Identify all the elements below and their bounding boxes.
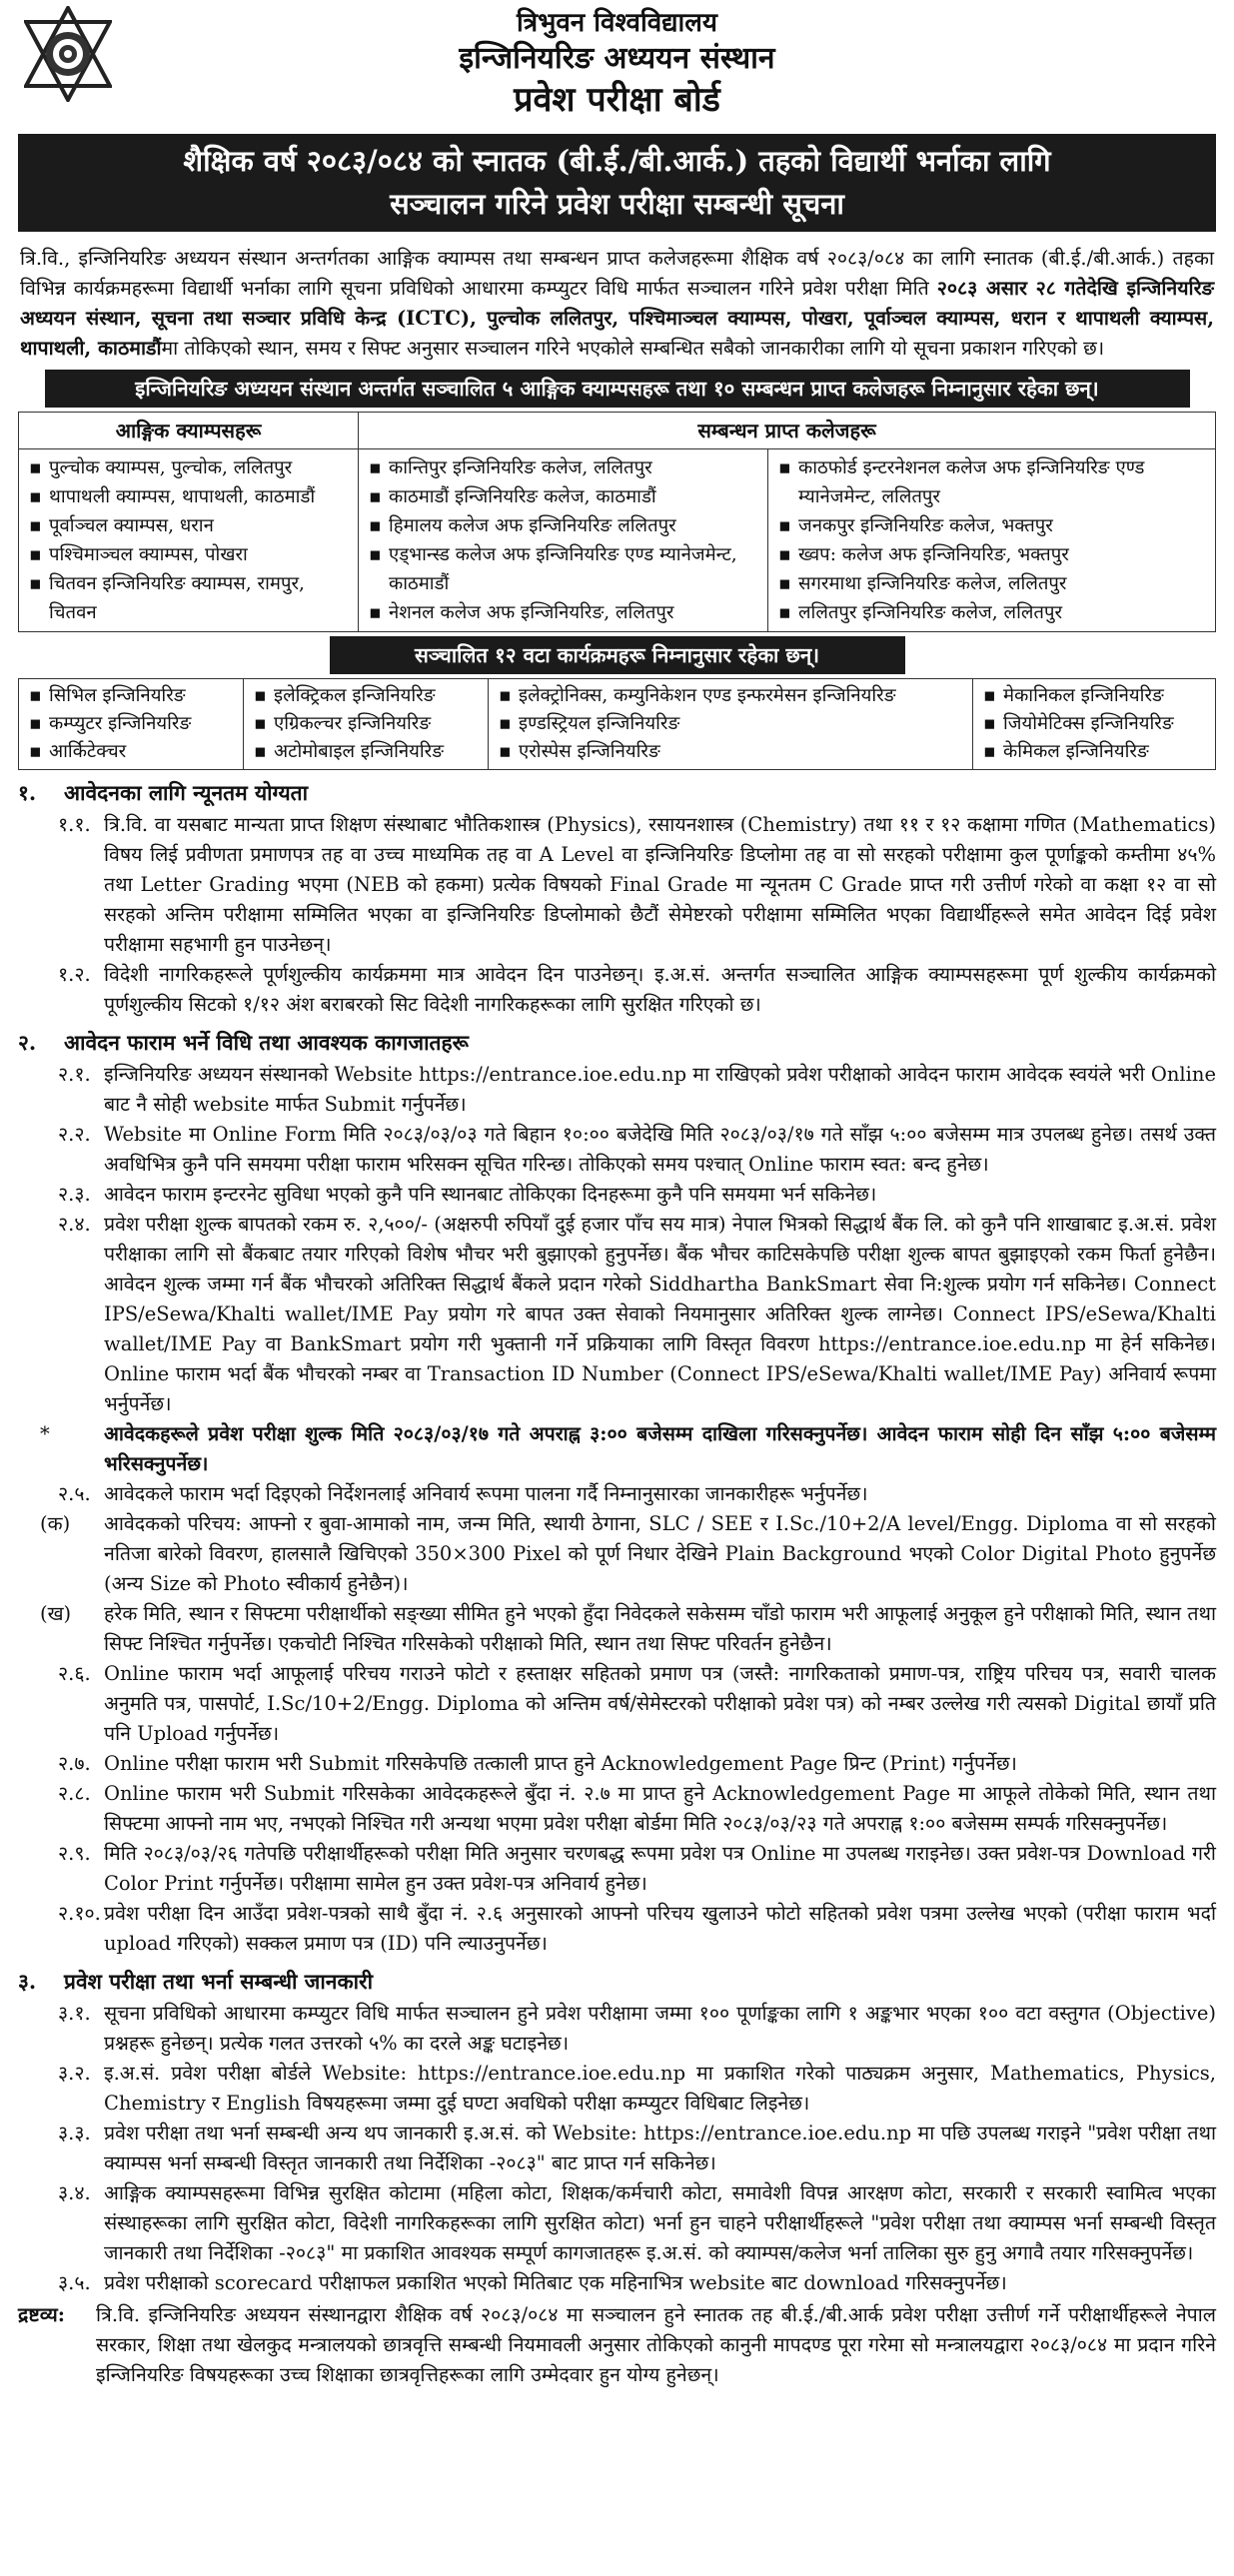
list-item: ▪ एड्भान्स्ड कलेज अफ इन्जिनियरिङ एण्ड म्यानेजमेन्ट, काठमाडौं xyxy=(367,540,759,598)
clause-item xyxy=(18,1899,1216,1959)
board-name: प्रवेश परीक्षा बोर्ड xyxy=(514,80,720,120)
list-item: ▪ अटोमोबाइल इन्जिनियरिङ xyxy=(252,738,480,766)
clause-number: ३.५. xyxy=(58,2271,91,2294)
list-item: ▪ थापाथली क्याम्पस, थापाथली, काठमाडौं xyxy=(27,482,350,511)
section-heading xyxy=(18,1026,1216,1060)
program-heading: सञ्चालित १२ वटा कार्यक्रमहरू निम्नानुसार रहेका छन्। xyxy=(330,636,905,674)
clause-text: प्रवेश परीक्षा शुल्क बापतको रकम रु. २,५००/- (अक्षरुपी रुपियाँ दुई हजार पाँच सय मात्र) नेपाल भित्रको सिद्धार्थ बैंक लि. को कुनै पनि शाखाबाट इ.अ.सं. प्रवेश परीक्षाका लागि सो बैंकबाट तयार गरिएको विशेष भौचर भरी बुझाएको हुनुपर्नेछ। बैंक भौचर काटिसकेपछि परीक्षा शुल्क बापत बुझाइएको रकम फिर्ता हुनेछैन। आवेदन शुल्क जम्मा गर्न बैंक भौचरको अतिरिक्त सिद्धार्थ बैंकले प्रदान गरेको Siddhartha BankSmart सेवा नि:शुल्क प्रयोग गर्न सकिनेछ। Connect IPS/eSewa/Khalti wallet/IME Pay प्रयोग गरे बापत उक्त सेवाको नियमानुसार अतिरिक्त शुल्क लाग्नेछ। Connect IPS/eSewa/Khalti wallet/IME Pay वा BankSmart प्रयोग गरी भुक्तानी गर्ने प्रक्रियाका लागि विस्तृत विवरण https://entrance.ioe.edu.np मा हेर्न सकिनेछ। Online फाराम भर्दा बैंक भौचरको नम्बर वा Transaction ID Number (Connect IPS/eSewa/Khalti wallet/IME Pay) अनिवार्य रूपमा भर्नुपर्नेछ। xyxy=(104,1213,1216,1415)
list-item: ▪ पश्चिमाञ्चल क्याम्पस, पोखरा xyxy=(27,540,350,569)
clause-text: विदेशी नागरिकहरूले पूर्णशुल्कीय कार्यक्रममा मात्र आवेदन दिन पाउनेछन्। इ.अ.सं. अन्तर्गत सञ्चालित आङ्गिक क्याम्पसहरूमा पूर्ण शुल्कीय कार्यक्रमको पूर्णशुल्कीय सिटको १/१२ अंश बराबरको सिट विदेशी नागरिकहरूका लागि सुरक्षित गरिएको छ। xyxy=(104,963,1216,1016)
list-item: ▪ चितवन इन्जिनियरिङ क्याम्पस, रामपुर, चितवन xyxy=(27,569,350,627)
clause-item xyxy=(18,1060,1216,1120)
program-list-col3 xyxy=(489,679,973,770)
clause-text: इन्जिनियरिङ अध्ययन संस्थानको Website https://entrance.ioe.edu.np मा राखिएको प्रवेश परीक्षाको आवेदन फाराम आवेदक स्वयंले भरी Online बाट नै सोही website मार्फत Submit गर्नुपर्नेछ। xyxy=(104,1063,1216,1116)
note-paragraph xyxy=(18,2300,1216,2390)
university-emblem-icon xyxy=(24,6,112,102)
program-list-col4 xyxy=(973,679,1216,770)
campus-table-header-constituent: आङ्गिक क्याम्पसहरू xyxy=(19,413,359,449)
clause-text: आवेदकहरूले प्रवेश परीक्षा शुल्क मिति २०८३/०३/१७ गते अपराह्न ३:०० बजेसम्म दाखिला गरिसक्नुपर्नेछ। आवेदन फाराम सोही दिन साँझ ५:०० बजेसम्म भरिसक्नुपर्नेछ। xyxy=(104,1422,1216,1475)
clause-number: २.५. xyxy=(58,1482,91,1505)
section-number: ३. xyxy=(18,1969,37,1994)
clause-number: २.२. xyxy=(58,1123,91,1146)
affiliated-college-list-a xyxy=(359,449,768,632)
intro-text-end: मा तोकिएको स्थान, समय र सिफ्ट अनुसार सञ्चालन गरिने भएकोले सम्बन्धित सबैको जानकारीका लागि यो सूचना प्रकाशन गरिएको छ। xyxy=(161,337,1105,360)
section-heading xyxy=(18,776,1216,810)
constituent-campus-list xyxy=(19,449,359,632)
clause-number: २.९. xyxy=(58,1842,91,1865)
clause-text: Online फाराम भरी Submit गरिसकेका आवेदकहरूले बुँदा नं. २.७ मा प्राप्त हुने Acknowledgement Page मा आफूले तोकेको मिति, स्थान तथा सिफ्टमा आफ्नो नाम भए, नभएको निश्चित गरी अन्यथा भएमा प्रवेश परीक्षा बोर्डमा मिति २०८३/०३/२३ गते अपराह्न १:०० बजेसम्म सम्पर्क गरिसक्नुपर्नेछ। xyxy=(104,1782,1216,1835)
section-title: आवेदन फाराम भर्ने विधि तथा आवश्यक कागजातहरू xyxy=(64,1030,469,1055)
note-label: द्रष्टव्य: xyxy=(18,2303,65,2326)
clause-item xyxy=(18,1509,1216,1599)
note-text: त्रि.वि. इन्जिनियरिङ अध्ययन संस्थानद्वारा शैक्षिक वर्ष २०८३/०८४ मा सञ्चालन हुने स्नातक तह बी.ई./बी.आर्क प्रवेश परीक्षा उत्तीर्ण गर्ने परीक्षार्थीहरूले नेपाल सरकार, शिक्षा तथा खेलकुद मन्त्रालयको छात्रवृत्ति सम्बन्धी नियमावली अनुसार तोकिएको कानुनी मापदण्ड पूरा गरेमा सो मन्त्रालयद्वारा २०८३/०८४ मा प्रदान गरिने इन्जिनियरिङ विषयहरूका उच्च शिक्षाका छात्रवृत्तिहरूका लागि उम्मेदवार हुन योग्य हुनेछन्। xyxy=(96,2303,1216,2386)
affiliated-college-list-b xyxy=(768,449,1216,632)
notice-title-banner xyxy=(18,134,1216,232)
letterhead xyxy=(18,0,1216,130)
clause-text: आवेदन फाराम इन्टरनेट सुविधा भएको कुनै पनि स्थानबाट तोकिएका दिनहरूमा कुनै पनि समयमा भर्न सकिनेछ। xyxy=(104,1183,877,1206)
clause-number: (क) xyxy=(40,1512,71,1535)
clause-item xyxy=(18,2178,1216,2268)
intro-paragraph xyxy=(20,244,1214,364)
clause-item xyxy=(18,960,1216,1020)
clause-item xyxy=(18,1749,1216,1779)
clause-item xyxy=(18,1419,1216,1479)
clause-number: २.३. xyxy=(58,1183,91,1206)
clause-number: २.४. xyxy=(58,1213,91,1236)
list-item: ▪ एरोस्पेस इन्जिनियरिङ xyxy=(497,738,964,766)
clause-text: Website मा Online Form मिति २०८३/०३/०३ गते बिहान १०:०० बजेदेखि मिति २०८३/०३/१७ गते साँझ ५:०० बजेसम्म मात्र उपलब्ध हुनेछ। तसर्थ उक्त अवधिभित्र कुनै पनि समयमा परीक्षा फाराम भरिसक्न सूचित गरिन्छ। तोकिएको समय पश्चात् Online फाराम स्वत: बन्द हुनेछ। xyxy=(104,1123,1216,1176)
clause-item xyxy=(18,1659,1216,1749)
clause-item xyxy=(18,2268,1216,2298)
clause-item xyxy=(18,1839,1216,1899)
clause-item xyxy=(18,1120,1216,1180)
clause-number: ३.४. xyxy=(58,2181,91,2204)
clause-text: सूचना प्रविधिको आधारमा कम्प्युटर विधि मार्फत सञ्चालन हुने प्रवेश परीक्षामा जम्मा १०० पूर्णाङ्कका लागि १ अङ्कभार भएका १०० वटा वस्तुगत (Objective) प्रश्नहरू हुनेछन्। प्रत्येक गलत उत्तरको ५% का दरले अङ्क घटाइनेछ। xyxy=(104,2002,1216,2055)
list-item: ▪ मेकानिकल इन्जिनियरिङ xyxy=(981,682,1207,710)
clause-number: १.१. xyxy=(58,813,91,836)
list-item: ▪ एग्रिकल्चर इन्जिनियरिङ xyxy=(252,710,480,738)
list-item: ▪ इलेक्ट्रोनिक्स, कम्युनिकेशन एण्ड इन्फरमेसन इन्जिनियरिङ xyxy=(497,682,964,710)
list-item: ▪ सगरमाथा इन्जिनियरिङ कलेज, ललितपुर xyxy=(776,569,1207,598)
list-item: ▪ ललितपुर इन्जिनियरिङ कलेज, ललितपुर xyxy=(776,598,1207,627)
clause-item xyxy=(18,1999,1216,2059)
clause-number: २.१०. xyxy=(58,1902,101,1925)
list-item: ▪ केमिकल इन्जिनियरिङ xyxy=(981,738,1207,766)
intro-text-start: त्रि.वि., इन्जिनियरिङ अध्ययन संस्थान अन्तर्गतका आङ्गिक क्याम्पस तथा सम्बन्धन प्राप्त कलेजहरूमा शैक्षिक वर्ष २०८३/०८४ का लागि स्नातक (बी.ई./बी.आर्क.) तहका विभिन्न कार्यक्रमहरूमा विद्यार्थी भर्नाका लागि सूचना प्रविधिको आधारमा कम्प्युटर विधि मार्फत सञ्चालन गरिने प्रवेश परीक्षा मिति xyxy=(20,247,1214,300)
list-item: ▪ ख्वप: कलेज अफ इन्जिनियरिङ, भक्तपुर xyxy=(776,540,1207,569)
list-item: ▪ जियोमेटिक्स इन्जिनियरिङ xyxy=(981,710,1207,738)
section-number: १. xyxy=(18,780,37,805)
list-item: ▪ हिमालय कलेज अफ इन्जिनियरिङ ललितपुर xyxy=(367,511,759,540)
clause-number: ३.२. xyxy=(58,2062,91,2085)
list-item: ▪ पुल्चोक क्याम्पस, पुल्चोक, ललितपुर xyxy=(27,453,350,482)
clause-number: (ख) xyxy=(40,1602,72,1625)
section-heading xyxy=(18,1965,1216,1999)
list-item: ▪ नेशनल कलेज अफ इन्जिनियरिङ, ललितपुर xyxy=(367,598,759,627)
list-item: ▪ काठफोर्ड इन्टरनेशनल कलेज अफ इन्जिनियरिङ एण्ड म्यानेजमेन्ट, ललितपुर xyxy=(776,453,1207,511)
clause-text: Online परीक्षा फाराम भरी Submit गरिसकेपछि तत्काली प्राप्त हुने Acknowledgement Page प्रिन्ट (Print) गर्नुपर्नेछ। xyxy=(104,1752,1017,1775)
campus-table-header-affiliated: सम्बन्धन प्राप्त कलेजहरू xyxy=(359,413,1216,449)
program-list-col2 xyxy=(244,679,489,770)
clause-number: ३.३. xyxy=(58,2122,91,2145)
clause-number: २.७. xyxy=(58,1752,91,1775)
clause-number: २.६. xyxy=(58,1662,91,1685)
clause-text: आवेदकको परिचय: आफ्नो र बुवा-आमाको नाम, जन्म मिति, स्थायी ठेगाना, SLC / SEE र I.Sc./10+2/A level/Engg. Diploma वा सो सरहको नतिजा बारेको विवरण, हालसालै खिचिएको 350×300 Pixel को पूर्ण निधार देखिने Plain Background भएको Color Digital Photo हुनुपर्नेछ (अन्य Size को Photo स्वीकार्य हुनेछैन)। xyxy=(104,1512,1216,1595)
clause-text: आङ्गिक क्याम्पसहरूमा विभिन्न सुरक्षित कोटामा (महिला कोटा, शिक्षक/कर्मचारी कोटा, समावेशी विपन्न आरक्षण कोटा, सरकारी र सरकारी स्वामित्व भएका संस्थाहरूका लागि सुरक्षित कोटा, विदेशी नागरिकहरूका लागि सुरक्षित कोटा) भर्ना हुन चाहने परीक्षार्थीहरूले "प्रवेश परीक्षा तथा क्याम्पस भर्ना सम्बन्धी विस्तृत जानकारी तथा निर्देशिका -२०८३" मा प्रकाशित आवश्यक सम्पूर्ण कागजातहरू इ.अ.सं. को क्याम्पस/कलेज भर्ना तालिका सुरु हुनु अगावै तयार गरिसक्नुपर्नेछ। xyxy=(104,2181,1216,2264)
list-item: ▪ जनकपुर इन्जिनियरिङ कलेज, भक्तपुर xyxy=(776,511,1207,540)
clause-text: इ.अ.सं. प्रवेश परीक्षा बोर्डले Website: https://entrance.ioe.edu.np मा प्रकाशित गरेको पाठ्यक्रम अनुसार, Mathematics, Physics, Chemistry र English विषयहरूमा जम्मा दुई घण्टा अवधिको परीक्षा कम्प्युटर विधिबाट लिइनेछ। xyxy=(104,2062,1216,2115)
clause-text: त्रि.वि. वा यसबाट मान्यता प्राप्त शिक्षण संस्थाबाट भौतिकशास्त्र (Physics), रसायनशास्त्र (Chemistry) तथा ११ र १२ कक्षामा गणित (Mathematics) विषय लिई प्रवीणता प्रमाणपत्र तह वा उच्च माध्यमिक तह वा A Level वा इन्जिनियरिङ डिप्लोमा तह वा सो सरहको परीक्षामा कुल पूर्णाङ्कको कम्तीमा ४५% तथा Letter Grading भएमा (NEB को हकमा) प्रत्येक विषयको Final Grade मा न्यूनतम C Grade प्राप्त गरी उत्तीर्ण गरेको वा कक्षा १२ वा सो सरहको अन्तिम परीक्षामा सम्मिलित भएका वा इन्जिनियरिङ डिप्लोमाको छैटौं सेमेष्टरको परीक्षामा सम्मिलित भएका विद्यार्थीहरूले समेत आवेदन दिई प्रवेश परीक्षामा सहभागी हुन पाउनेछन्। xyxy=(104,813,1216,956)
clause-item xyxy=(18,810,1216,960)
clause-text: प्रवेश परीक्षा दिन आउँदा प्रवेश-पत्रको साथै बुँदा नं. २.६ अनुसारको आफ्नो परिचय खुलाउने फोटो सहितको प्रवेश पत्रमा उल्लेख भएको (परीक्षा फाराम भर्दा upload गरिएको) सक्कल प्रमाण पत्र (ID) पनि ल्याउनुपर्नेछ। xyxy=(104,1902,1216,1955)
list-item: ▪ कान्तिपुर इन्जिनियरिङ कलेज, ललितपुर xyxy=(367,453,759,482)
list-item: ▪ सिभिल इन्जिनियरिङ xyxy=(27,682,235,710)
notice-sections xyxy=(18,776,1216,2298)
clause-number: २.१. xyxy=(58,1063,91,1086)
section-title: आवेदनका लागि न्यूनतम योग्यता xyxy=(64,780,309,805)
clause-text: प्रवेश परीक्षाको scorecard परीक्षाफल प्रकाशित भएको मितिबाट एक महिनाभित्र website बाट download गरिसक्नुपर्नेछ। xyxy=(104,2271,1007,2294)
clause-text: Online फाराम भर्दा आफूलाई परिचय गराउने फोटो र हस्ताक्षर सहितको प्रमाण पत्र (जस्तै: नागरिकताको प्रमाण-पत्र, राष्ट्रिय परिचय पत्र, सवारी चालक अनुमति पत्र, पासपोर्ट, I.Sc/10+2/Engg. Diploma को अन्तिम वर्ष/सेमेस्टरको परीक्षाको प्रवेश पत्र) को नम्बर उल्लेख गरी त्यसको Digital छायाँ प्रति पनि Upload गर्नुपर्नेछ। xyxy=(104,1662,1216,1745)
list-item: ▪ इण्डस्ट्रियल इन्जिनियरिङ xyxy=(497,710,964,738)
campus-heading: इन्जिनियरिङ अध्ययन संस्थान अन्तर्गत सञ्चालित ५ आङ्गिक क्याम्पसहरू तथा १० सम्बन्धन प्राप्त कलेजहरू निम्नानुसार रहेका छन्। xyxy=(45,370,1190,408)
list-item: ▪ पूर्वाञ्चल क्याम्पस, धरान xyxy=(27,511,350,540)
notice-title-line2: सञ्चालन गरिने प्रवेश परीक्षा सम्बन्धी सूचना xyxy=(390,187,844,221)
section-title: प्रवेश परीक्षा तथा भर्ना सम्बन्धी जानकारी xyxy=(64,1969,374,1994)
clause-item xyxy=(18,2119,1216,2178)
clause-text: मिति २०८३/०३/२६ गतेपछि परीक्षार्थीहरूको परीक्षा मिति अनुसार चरणबद्ध रूपमा प्रवेश पत्र Online मा उपलब्ध गराइनेछ। उक्त प्रवेश-पत्र Download गरी Color Print गर्नुपर्नेछ। परीक्षामा सामेल हुन उक्त प्रवेश-पत्र अनिवार्य हुनेछ। xyxy=(104,1842,1216,1895)
program-list-col1 xyxy=(19,679,244,770)
clause-item xyxy=(18,1479,1216,1509)
list-item: ▪ आर्किटेक्चर xyxy=(27,738,235,766)
program-table xyxy=(18,678,1216,770)
clause-number: १.२. xyxy=(58,963,91,986)
campus-table xyxy=(18,412,1216,632)
section-number: २. xyxy=(18,1030,37,1055)
clause-number: २.८. xyxy=(58,1782,91,1805)
clause-item xyxy=(18,1180,1216,1210)
clause-text: प्रवेश परीक्षा तथा भर्ना सम्बन्धी अन्य थप जानकारी इ.अ.सं. को Website: https://entrance.ioe.edu.np मा पछि उपलब्ध गराइने "प्रवेश परीक्षा तथा क्याम्पस भर्ना सम्बन्धी विस्तृत जानकारी तथा निर्देशिका -२०८३" बाट प्राप्त गर्न सकिनेछ। xyxy=(104,2122,1216,2174)
list-item: ▪ इलेक्ट्रिकल इन्जिनियरिङ xyxy=(252,682,480,710)
clause-number: * xyxy=(40,1422,50,1445)
list-item: ▪ कम्प्युटर इन्जिनियरिङ xyxy=(27,710,235,738)
clause-item xyxy=(18,2059,1216,2119)
clause-text: आवेदकले फाराम भर्दा दिइएको निर्देशनलाई अनिवार्य रूपमा पालना गर्दै निम्नानुसारका जानकारीहरू भर्नुपर्नेछ। xyxy=(104,1482,868,1505)
institute-name: इन्जिनियरिङ अध्ययन संस्थान xyxy=(459,41,775,76)
intro-text-bold: २०८३ असार २८ गतेदेखि इन्जिनियरिङ अध्ययन संस्थान, सूचना तथा सञ्चार प्रविधि केन्द्र (ICTC), पुल्चोक ललितपुर, पश्चिमाञ्चल क्याम्पस, पोखरा, पूर्वाञ्चल क्याम्पस, धरान र थापाथली क्याम्पस, थापाथली, काठमाडौं xyxy=(20,277,1214,360)
clause-text: हरेक मिति, स्थान र सिफ्टमा परीक्षार्थीको सङ्ख्या सीमित हुने भएको हुँदा निवेदकले सकेसम्म चाँडो फाराम भरी आफूलाई अनुकूल हुने परीक्षाको मिति, स्थान तथा सिफ्ट निश्चित गर्नुपर्नेछ। एकचोटी निश्चित गरिसकेको परीक्षाको मिति, स्थान तथा सिफ्ट परिवर्तन हुनेछैन। xyxy=(104,1602,1216,1655)
clause-item xyxy=(18,1599,1216,1659)
notice-title-line1: शैक्षिक वर्ष २०८३/०८४ को स्नातक (बी.ई./बी.आर्क.) तहको विद्यार्थी भर्नाका लागि xyxy=(183,144,1051,178)
university-name: त्रिभुवन विश्वविद्यालय xyxy=(516,8,717,38)
list-item: ▪ काठमाडौं इन्जिनियरिङ कलेज, काठमाडौं xyxy=(367,482,759,511)
clause-number: ३.१. xyxy=(58,2002,91,2025)
clause-item xyxy=(18,1779,1216,1839)
clause-item xyxy=(18,1210,1216,1419)
